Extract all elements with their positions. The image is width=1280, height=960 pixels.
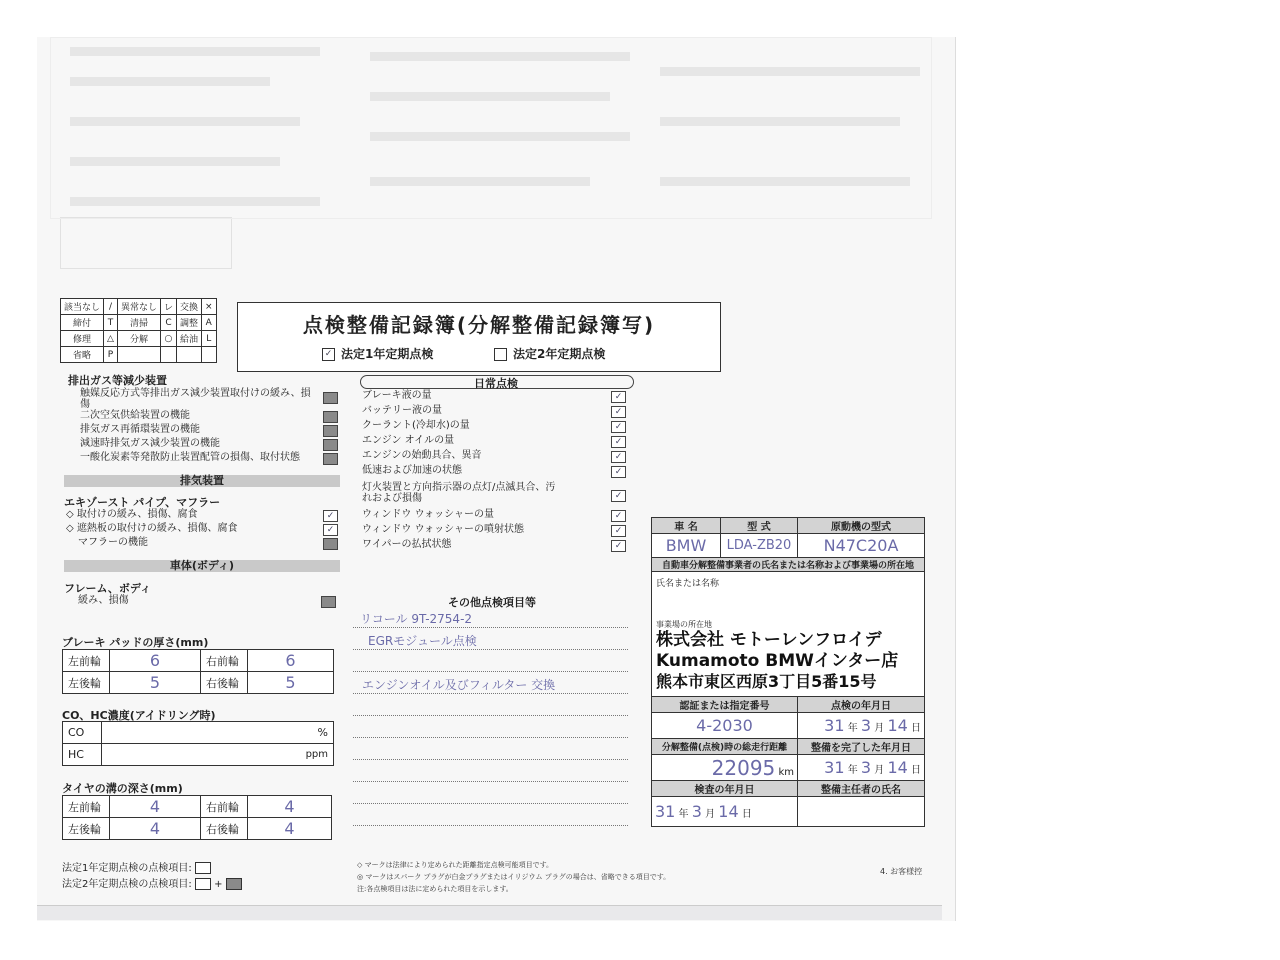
address: 熊本市東区西原3丁目5番15号 [656, 672, 877, 691]
tire-table: 左前輪 4 右前輪 4 左後輪 4 右後輪 4 [62, 795, 332, 840]
bleed-through-area [50, 37, 940, 292]
daily-heading: 日常点検 [474, 377, 518, 390]
daily-item: エンジンの始動具合、異音 [362, 450, 482, 461]
footer-note: ◎ マークはスパーク プラグが白金プラグまたはイリジウム プラグの場合は、省略できる項目です。 [357, 873, 671, 881]
check-box[interactable]: ✓ [611, 540, 626, 552]
footer-note: ◇ マークは法律により定められた距離指定点検可能項目です。 [357, 861, 554, 869]
daily-item: バッテリー液の量 [362, 405, 442, 416]
daily-item: エンジン オイルの量 [362, 435, 455, 446]
branch-name: Kumamoto BMWインター店 [656, 651, 899, 671]
daily-item: クーラント(冷却水)の量 [362, 420, 470, 431]
check-box[interactable] [323, 411, 338, 423]
exhaust-item: ◇ 取付けの緩み、損傷、腐食 [66, 509, 198, 520]
tire-heading: タイヤの溝の深さ(mm) [62, 782, 183, 795]
vehicle-table: 車 名 型 式 原動機の型式 BMW LDA-ZB20 N47C20A 自動車分解整備事業者の氏名または名称および事業場の所在地 氏名または名称 事業場の所在地 株式会社 モトーレンフロイデ Kumamoto BMWインター店 熊本市東区西原3丁目5番15号 認証または指定番号 点検の年月日 4-2030 31 年 3 月 14 日 分解整備(点検)時の総走行距離 整備を完了した年月日 22095 km 31 年 3 月 14 日 検査の年月日 整備主任者の氏名 31 年 3 月 14 日 [651, 517, 925, 827]
brake-pad-heading: ブレーキ パッドの厚さ(mm) [62, 636, 209, 649]
body-heading: フレーム、ボディ [64, 582, 152, 595]
exhaust-gas-item: 排気ガス再循環装置の機能 [80, 424, 200, 435]
exhaust-item: ◇ 遮熱板の取付けの緩み、損傷、腐食 [66, 523, 238, 534]
symbol-legend: 該当なし / 異常なし レ 交換 × 締付 T 清掃 C 調整 A 修理 △ 分解 ○ 給油 L 省略 P [60, 298, 217, 363]
exhaust-gas-item: 二次空気供給装置の機能 [80, 410, 190, 421]
exhaust-gas-item: 減速時排気ガス減少装置の機能 [80, 438, 220, 449]
copy-label: 4. お客様控 [880, 867, 923, 876]
document-title: 点検整備記録簿(分解整備記録簿写) [302, 313, 656, 337]
dotted-line [353, 649, 628, 650]
coh-table: CO % HC ppm [62, 721, 334, 766]
dotted-line [353, 737, 628, 738]
dotted-line [353, 693, 628, 694]
exhaust-gas-item: 触媒反応方式等排出ガス減少装置取付けの緩み、損傷 [80, 388, 311, 410]
dotted-line [353, 781, 628, 782]
daily-item: ウィンドウ ウォッシャーの噴射状態 [362, 524, 524, 535]
check-box[interactable]: ✓ [323, 510, 338, 522]
dotted-line [353, 715, 628, 716]
other-line: エンジンオイル及びフィルター 交換 [362, 678, 556, 692]
exhaust-heading: エキゾースト パイプ、マフラー [64, 496, 221, 509]
dotted-line [353, 825, 628, 826]
company-name: 株式会社 モトーレンフロイデ [656, 630, 882, 650]
checkbox-1year[interactable]: ✓ [322, 348, 335, 361]
name-label: 氏名または名称 [656, 579, 720, 589]
daily-item: ウィンドウ ウォッシャーの量 [362, 509, 494, 520]
exhaust-bar: 排気装置 [64, 475, 340, 487]
check-box[interactable]: ✓ [323, 524, 338, 536]
paper-edge [37, 905, 942, 920]
footer-2year: 法定2年定期点検の点検項目: + [62, 875, 242, 890]
footer-1year: 法定1年定期点検の点検項目: [62, 859, 211, 874]
coh-heading: CO、HC濃度(アイドリング時) [62, 709, 216, 722]
option-2year[interactable]: 法定2年定期点検 [494, 345, 605, 362]
check-box[interactable] [323, 392, 338, 404]
other-line: EGRモジュール点検 [368, 634, 477, 648]
other-line: リコール 9T-2754-2 [360, 612, 473, 626]
exhaust-gas-heading: 排出ガス等減少装置 [68, 374, 167, 387]
footer-note: 注:各点検項目は法に定められた項目を示します。 [357, 885, 513, 893]
location-label: 事業場の所在地 [656, 620, 712, 629]
exhaust-gas-item: 一酸化炭素等発散防止装置配管の損傷、取付状態 [80, 452, 300, 463]
other-heading: その他点検項目等 [448, 596, 536, 609]
dotted-line [353, 671, 628, 672]
body-bar: 車体(ボディ) [64, 560, 340, 572]
check-box[interactable]: ✓ [611, 406, 626, 418]
check-box[interactable] [323, 538, 338, 550]
exhaust-item: マフラーの機能 [78, 537, 148, 548]
check-box[interactable]: ✓ [611, 525, 626, 537]
dotted-line [353, 759, 628, 760]
dotted-line [353, 803, 628, 804]
check-box[interactable]: ✓ [611, 466, 626, 478]
check-box[interactable]: ✓ [611, 421, 626, 433]
dotted-line [353, 627, 628, 628]
daily-item: ブレーキ液の量 [362, 390, 432, 401]
daily-item: ワイパーの払拭状態 [362, 539, 452, 550]
check-box[interactable] [321, 596, 336, 608]
option-1year[interactable]: ✓ 法定1年定期点検 [322, 345, 433, 362]
body-item: 緩み、損傷 [78, 595, 129, 606]
check-box[interactable] [323, 425, 338, 437]
check-box[interactable] [323, 453, 338, 465]
check-box[interactable]: ✓ [611, 451, 626, 463]
checkbox-2year[interactable] [494, 348, 507, 361]
check-box[interactable]: ✓ [611, 490, 626, 502]
check-box[interactable] [323, 439, 338, 451]
brake-pad-table: 左前輪 6 右前輪 6 左後輪 5 右後輪 5 [62, 649, 334, 694]
daily-item: 低速および加速の状態 [362, 465, 462, 476]
check-box[interactable]: ✓ [611, 510, 626, 522]
check-box[interactable]: ✓ [611, 436, 626, 448]
title-box [237, 302, 721, 372]
check-box[interactable]: ✓ [611, 391, 626, 403]
daily-item: 灯火装置と方向指示器の点灯/点滅具合、汚れおよび損傷 [362, 482, 556, 504]
